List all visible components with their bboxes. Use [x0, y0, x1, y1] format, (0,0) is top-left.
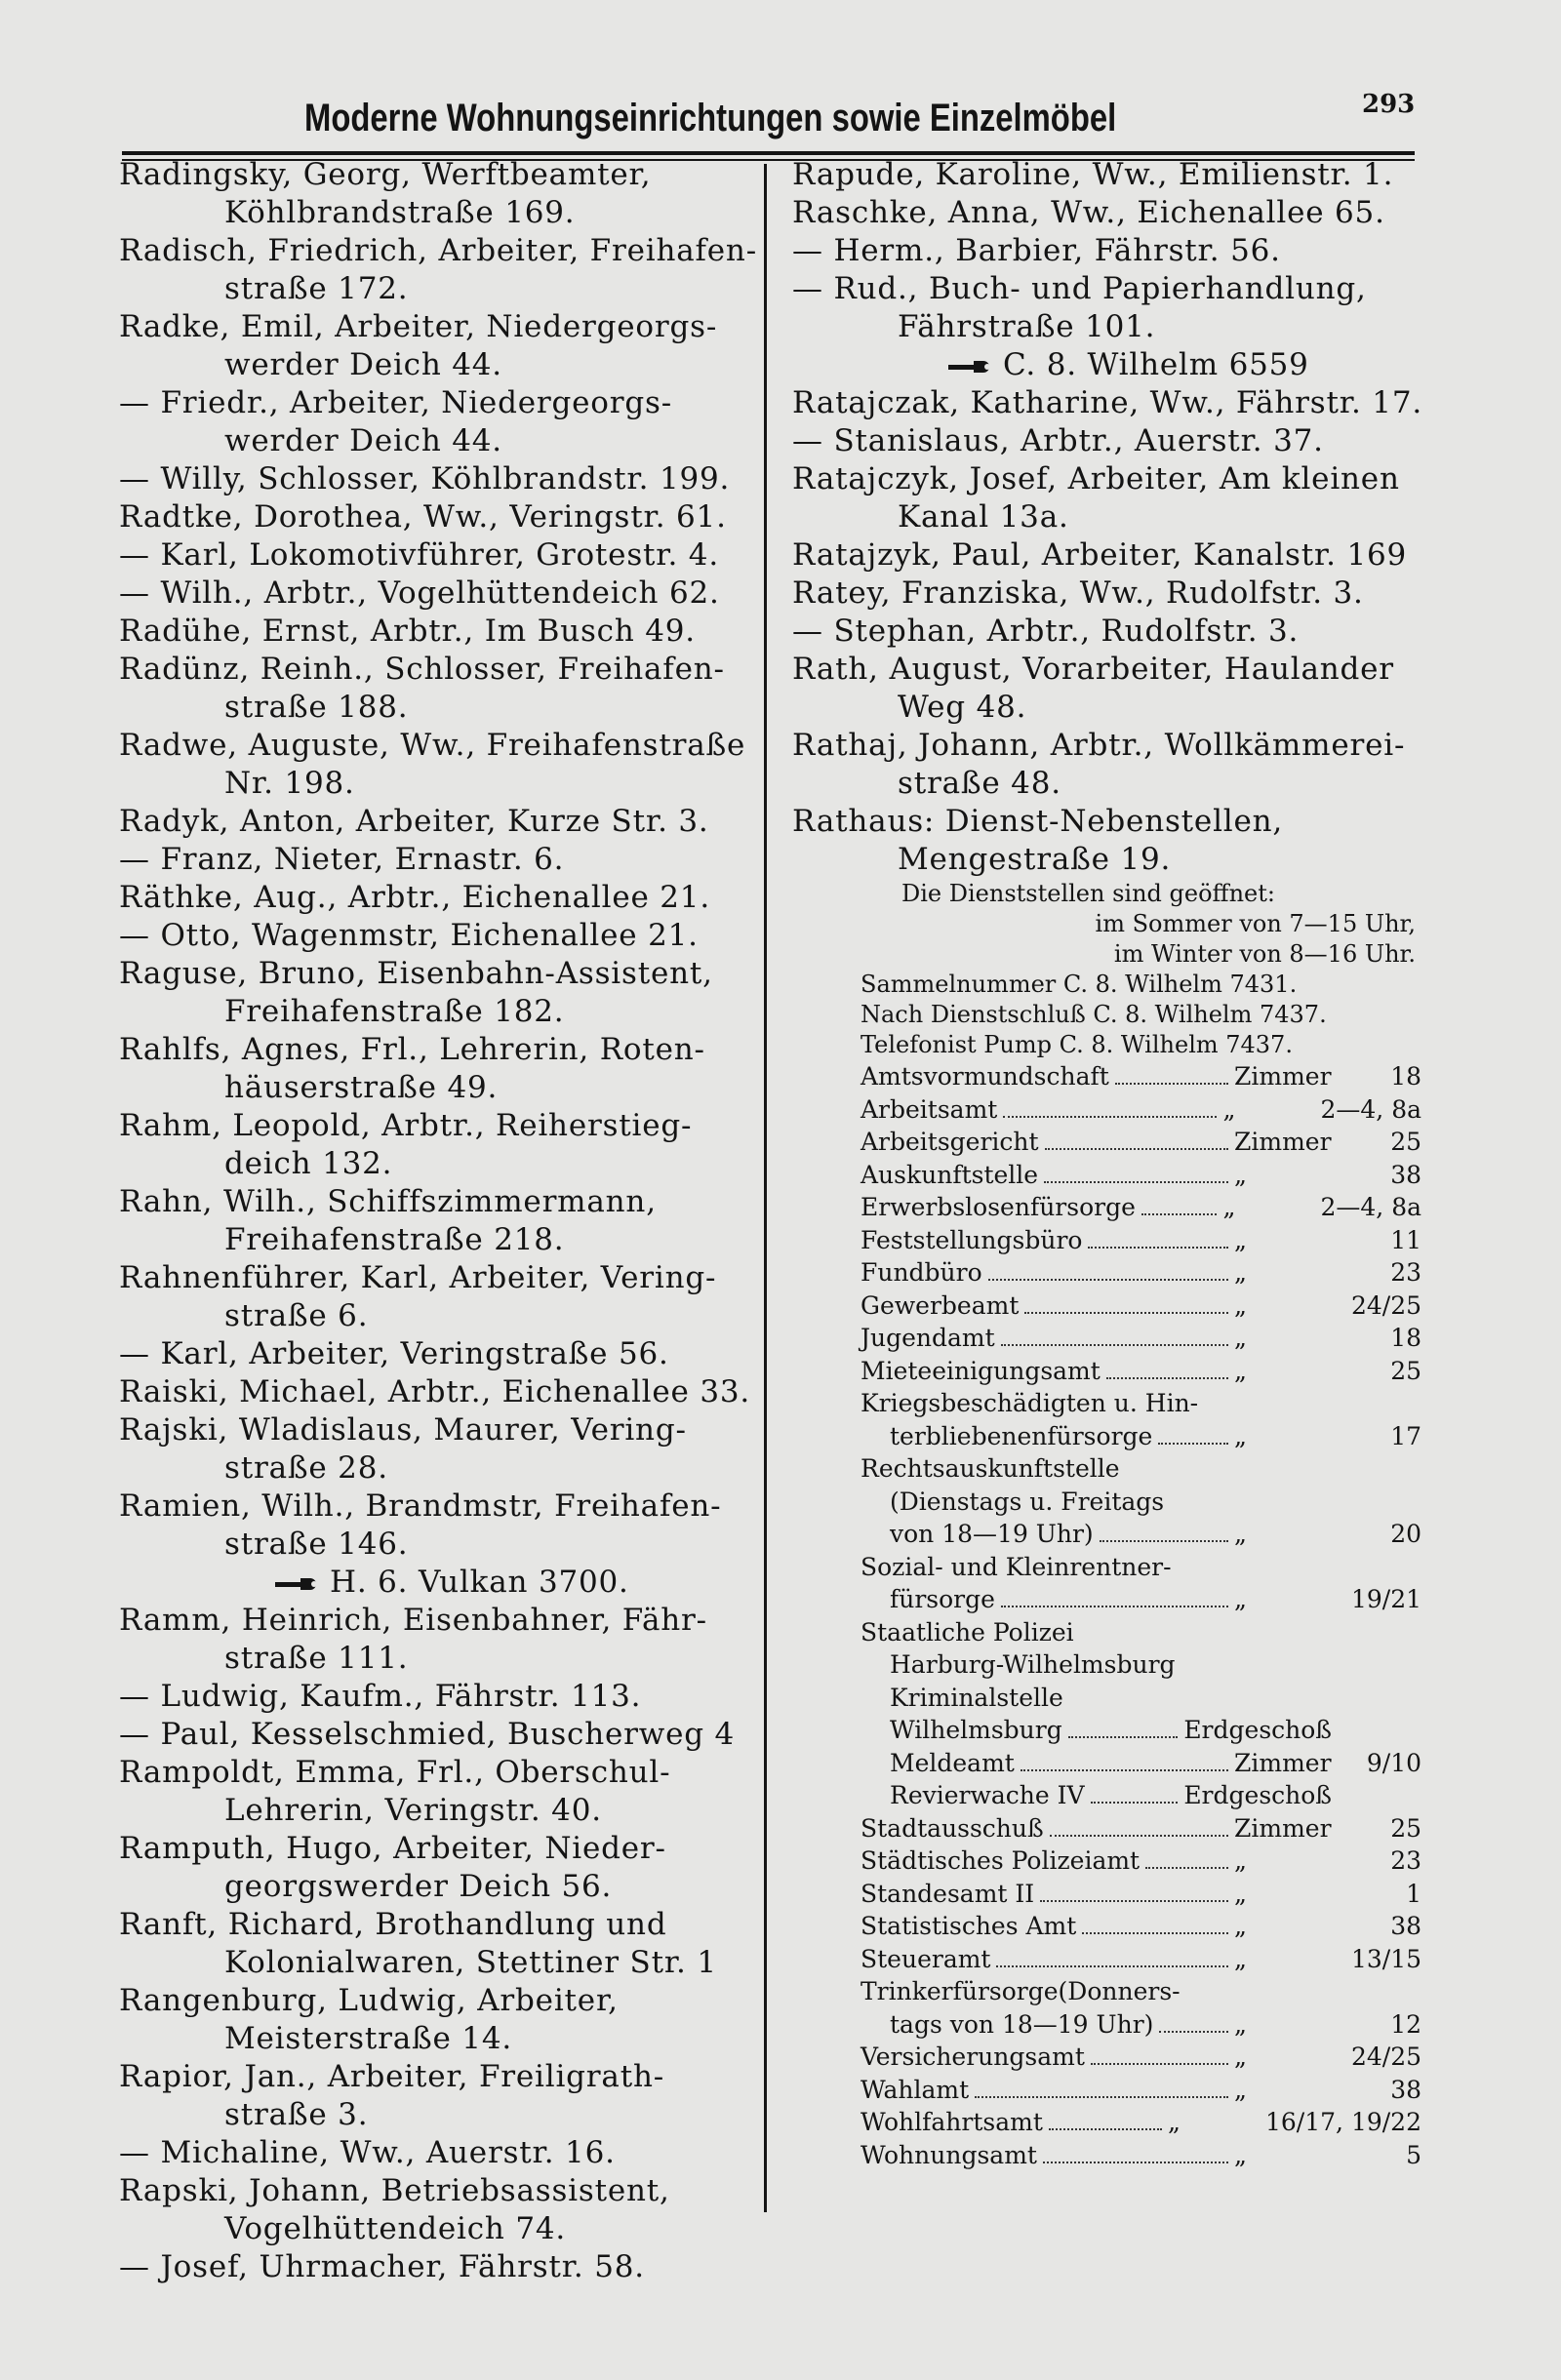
- office-name: Stadtausschuß: [861, 1813, 1044, 1843]
- directory-entry: [119, 1906, 748, 1982]
- dot-leader: [1044, 1181, 1228, 1183]
- phone-operator: Telefonist Pump C. 8. Wilhelm 7437.: [861, 1031, 1293, 1058]
- dot-leader: [1082, 1932, 1228, 1934]
- directory-entry: [119, 841, 748, 879]
- directory-entry: [119, 1754, 748, 1830]
- entry-name-line: Rampoldt, Emma, Frl., Oberschul-: [119, 1755, 671, 1790]
- office-room: 25: [1390, 1128, 1421, 1156]
- office-location: Erdgeschoß: [1183, 1781, 1332, 1809]
- office-room: 20: [1390, 1520, 1421, 1548]
- directory-entry: [119, 1716, 748, 1754]
- entry-phone-number: H. 6. Vulkan 3700.: [330, 1565, 629, 1600]
- office-location: „: [1234, 1258, 1247, 1287]
- office-name: Wahlamt: [861, 2075, 970, 2104]
- office-name: Standesamt II: [861, 1879, 1035, 1908]
- entry-name-line: — Karl, Lokomotivführer, Grotestr. 4.: [119, 537, 719, 573]
- entry-name-line: Radisch, Friedrich, Arbeiter, Freihafen-: [119, 233, 757, 268]
- office-location: Erdgeschoß: [1183, 1716, 1332, 1744]
- entry-name-line: — Wilh., Arbtr., Vogelhüttendeich 62.: [119, 575, 720, 611]
- office-location: „: [1234, 2043, 1247, 2071]
- directory-entry: [119, 803, 748, 841]
- entry-continuation-line: straße 48.: [898, 766, 1061, 801]
- office-room: 9/10: [1366, 1748, 1421, 1777]
- dot-leader: [1003, 1116, 1217, 1118]
- entry-continuation-line: Freihafenstraße 182.: [224, 994, 565, 1029]
- office-room: 2—4, 8a: [1320, 1193, 1421, 1221]
- entry-name-line: Radünz, Reinh., Schlosser, Freihafen-: [119, 652, 725, 687]
- office-name: Sozial- und Kleinrentner-: [861, 1552, 1172, 1581]
- office-location: „: [1234, 1520, 1247, 1548]
- office-room: 24/25: [1350, 1290, 1421, 1320]
- entry-continuation-line: Weg 48.: [898, 690, 1027, 725]
- entry-name-line: Radtke, Dorothea, Ww., Veringstr. 61.: [119, 499, 727, 535]
- office-room: 18: [1390, 1062, 1421, 1091]
- office-name: Erwerbslosenfürsorge: [861, 1193, 1136, 1221]
- directory-entry: [792, 536, 1421, 575]
- directory-entry: [792, 156, 1421, 194]
- office-name: Auskunftstelle: [861, 1160, 1039, 1189]
- dot-leader: [1106, 1377, 1228, 1379]
- entry-continuation-line: straße 146.: [224, 1527, 409, 1562]
- entry-continuation-line: Nr. 198.: [224, 766, 355, 801]
- entry-name-line: — Ludwig, Kaufm., Fährstr. 113.: [119, 1679, 642, 1714]
- office-location: „: [1234, 1585, 1247, 1613]
- office-row: [792, 1224, 1421, 1257]
- entry-name-line: Rapski, Johann, Betriebsassistent,: [119, 2173, 670, 2208]
- office-room: 24/25: [1350, 2043, 1421, 2071]
- directory-entry: [792, 422, 1421, 460]
- office-location: „: [1168, 2108, 1181, 2136]
- entry-name-line: — Stephan, Arbtr., Rudolfstr. 3.: [792, 614, 1300, 649]
- office-heading: [792, 1616, 1421, 1649]
- entry-name-line: Ramputh, Hugo, Arbeiter, Nieder-: [119, 1831, 666, 1866]
- directory-entry: [119, 917, 748, 955]
- office-row: [792, 1387, 1421, 1420]
- entry-continuation-line: Meisterstraße 14.: [224, 2021, 513, 2056]
- directory-entry: [119, 460, 748, 498]
- office-name-continuation: Staatliche Polizei: [861, 1617, 1074, 1646]
- office-heading-line: [792, 1648, 1421, 1682]
- office-row: [792, 1779, 1421, 1812]
- entry-continuation-line: deich 132.: [224, 1146, 393, 1181]
- entry-continuation-line: Köhlbrandstraße 169.: [224, 195, 576, 230]
- office-directory: [792, 1060, 1421, 2171]
- office-room: 23: [1390, 1258, 1421, 1287]
- directory-entry: [119, 536, 748, 575]
- directory-entry: [792, 270, 1421, 384]
- office-room: 11: [1390, 1225, 1421, 1254]
- office-name-continuation: Kriminalstelle: [890, 1683, 1063, 1712]
- dot-leader: [1115, 1083, 1228, 1085]
- entry-name-line: — Karl, Arbeiter, Veringstraße 56.: [119, 1336, 669, 1371]
- entry-continuation-line: straße 172.: [224, 271, 409, 306]
- entry-name-line: Ramien, Wilh., Brandmstr, Freihafen-: [119, 1488, 722, 1524]
- entry-name-line: — Rud., Buch- und Papierhandlung,: [792, 271, 1367, 306]
- entry-name-line: Ratey, Franziska, Ww., Rudolfstr. 3.: [792, 575, 1364, 611]
- office-row: [792, 1126, 1421, 1159]
- directory-entry: [119, 2134, 748, 2172]
- office-row: [792, 2074, 1421, 2107]
- directory-entry: [119, 232, 757, 308]
- directory-entry: [119, 575, 748, 613]
- directory-entry: [792, 651, 1421, 727]
- directory-entry: [792, 575, 1421, 613]
- entry-continuation-line: Kanal 13a.: [898, 499, 1069, 535]
- dot-leader: [1159, 2031, 1228, 2033]
- office-name-continuation: (Dienstags u. Freitags: [890, 1487, 1165, 1516]
- directory-entry: [119, 1373, 751, 1411]
- directory-entry: [792, 194, 1421, 232]
- office-room: 19/21: [1350, 1585, 1421, 1613]
- entry-continuation-line: straße 6.: [224, 1298, 369, 1333]
- office-heading-line: [792, 1682, 1421, 1715]
- entry-name-line: Räthke, Aug., Arbtr., Eichenallee 21.: [119, 880, 710, 915]
- office-room: 17: [1390, 1421, 1421, 1450]
- office-room: 38: [1390, 1912, 1421, 1940]
- office-name: Städtisches Polizeiamt: [861, 1846, 1141, 1875]
- directory-entry: [119, 1830, 748, 1906]
- entry-continuation-line: georgswerder Deich 56.: [224, 1869, 613, 1904]
- entry-continuation-line: straße 3.: [224, 2097, 369, 2132]
- entry-phone-line: [792, 346, 1421, 384]
- entry-name-line: — Paul, Kesselschmied, Buscherweg 4: [119, 1717, 736, 1752]
- directory-entry: [119, 1411, 748, 1488]
- entry-name-line: Rath, August, Vorarbeiter, Haulander: [792, 652, 1394, 687]
- entry-name-line: Radwe, Auguste, Ww., Freihafenstraße: [119, 728, 746, 763]
- office-location: „: [1234, 1421, 1247, 1450]
- office-name-continuation: von 18—19 Uhr): [890, 1520, 1094, 1548]
- office-row: [792, 1060, 1421, 1093]
- office-location: Zimmer: [1234, 1748, 1332, 1777]
- entry-name-line: Radyk, Anton, Arbeiter, Kurze Str. 3.: [119, 804, 709, 839]
- entry-name-line: Radke, Emil, Arbeiter, Niedergeorgs-: [119, 309, 718, 344]
- entry-name-line: — Friedr., Arbeiter, Niedergeorgs-: [119, 385, 672, 420]
- directory-entry: [119, 1488, 748, 1602]
- directory-entry: [119, 1031, 748, 1107]
- office-room: 5: [1406, 2140, 1421, 2169]
- dot-leader: [1068, 1736, 1179, 1738]
- office-room: 12: [1390, 2009, 1421, 2039]
- entry-name-line: Ranft, Richard, Brothandlung und: [119, 1907, 667, 1942]
- entry-name-line: Ratajzyk, Paul, Arbeiter, Kanalstr. 169: [792, 537, 1408, 573]
- entry-phone-number: C. 8. Wilhelm 6559: [1003, 347, 1309, 382]
- directory-entry: [119, 727, 748, 803]
- office-room: 25: [1390, 1813, 1421, 1843]
- entry-name-line: Rangenburg, Ludwig, Arbeiter,: [119, 1983, 619, 2018]
- dot-leader: [1001, 1606, 1228, 1607]
- entry-name-line: Rapude, Karoline, Ww., Emilienstr. 1.: [792, 157, 1394, 192]
- office-row: [792, 1714, 1421, 1747]
- office-name: Wilhelmsburg: [890, 1716, 1062, 1744]
- office-room: 18: [1390, 1324, 1421, 1352]
- office-row: [792, 1420, 1421, 1453]
- office-location: „: [1234, 1944, 1247, 1973]
- office-name: Steueramt: [861, 1944, 991, 1973]
- entry-name-line: Ramm, Heinrich, Eisenbahner, Fähr-: [119, 1603, 707, 1638]
- office-row: [792, 1910, 1421, 1943]
- entry-continuation-line: straße 188.: [224, 690, 409, 725]
- dot-leader: [1045, 1148, 1228, 1150]
- office-row: [792, 1844, 1421, 1878]
- entry-name-line: — Michaline, Ww., Auerstr. 16.: [119, 2135, 616, 2170]
- office-row: [792, 2008, 1421, 2042]
- directory-entry: [119, 2058, 748, 2134]
- entry-name-line: Radühe, Ernst, Arbtr., Im Busch 49.: [119, 614, 696, 649]
- entry-name-line: Raiski, Michael, Arbtr., Eichenallee 33.: [119, 1374, 751, 1409]
- office-location: „: [1234, 1879, 1247, 1908]
- entry-continuation-line: Mengestraße 19.: [898, 842, 1172, 877]
- office-location: „: [1234, 1290, 1247, 1320]
- directory-entry: [119, 1982, 748, 2058]
- dot-leader: [1040, 1900, 1228, 1902]
- directory-entry: [119, 2248, 748, 2286]
- entry-name-line: Ratajczyk, Josef, Arbeiter, Am kleinen: [792, 461, 1400, 496]
- office-row: [792, 1093, 1421, 1127]
- entry-name-line: Raschke, Anna, Ww., Eichenallee 65.: [792, 195, 1385, 230]
- office-row: [792, 1518, 1421, 1551]
- office-location: „: [1234, 2009, 1247, 2039]
- dot-leader: [1158, 1443, 1228, 1445]
- directory-entry: [119, 651, 748, 727]
- office-location: „: [1234, 1160, 1247, 1189]
- office-room: 2—4, 8a: [1320, 1094, 1421, 1124]
- entry-continuation-line: Lehrerin, Veringstr. 40.: [224, 1793, 602, 1828]
- entry-name-line: Rahlfs, Agnes, Frl., Lehrerin, Roten-: [119, 1032, 705, 1067]
- entry-name-line: Rathaj, Johann, Arbtr., Wollkämmerei-: [792, 728, 1406, 763]
- dot-leader: [975, 2096, 1228, 2098]
- office-name: Arbeitsamt: [861, 1094, 998, 1124]
- directory-entry: [119, 308, 748, 384]
- entry-continuation-line: straße 28.: [224, 1450, 388, 1486]
- entry-name-line: — Josef, Uhrmacher, Fährstr. 58.: [119, 2249, 645, 2284]
- office-name: Jugendamt: [861, 1324, 995, 1352]
- dot-leader: [1091, 2063, 1228, 2065]
- entry-continuation-line: häuserstraße 49.: [224, 1070, 499, 1105]
- office-row: [792, 1289, 1421, 1323]
- directory-entry: [119, 156, 748, 232]
- entry-continuation-line: Kolonialwaren, Stettiner Str. 1: [224, 1945, 717, 1980]
- office-name: Amtsvormundschaft: [861, 1062, 1109, 1091]
- directory-entry: [119, 879, 748, 917]
- office-row: [792, 2139, 1421, 2172]
- directory-entry: [119, 1259, 748, 1335]
- office-location: „: [1234, 2140, 1247, 2169]
- entry-continuation-line: Fährstraße 101.: [898, 309, 1156, 344]
- right-column: [792, 156, 1421, 2171]
- office-location: „: [1222, 1193, 1236, 1221]
- office-row: [792, 1878, 1421, 1911]
- office-name: Feststellungsbüro: [861, 1225, 1083, 1254]
- phone-collective: Sammelnummer C. 8. Wilhelm 7431.: [861, 971, 1298, 998]
- directory-entry: [119, 498, 748, 536]
- office-room: 25: [1390, 1356, 1421, 1385]
- directory-entry: [792, 460, 1421, 536]
- office-location: „: [1234, 1356, 1247, 1385]
- entry-name-line: Rahn, Wilh., Schiffszimmermann,: [119, 1184, 657, 1219]
- office-room: 23: [1390, 1846, 1421, 1875]
- office-name: Kriegsbeschädigten u. Hin-: [861, 1389, 1199, 1417]
- phone-after-hours: Nach Dienstschluß C. 8. Wilhelm 7437.: [861, 1001, 1327, 1028]
- office-location: Zimmer: [1234, 1128, 1332, 1156]
- dot-leader: [1088, 1247, 1228, 1249]
- dot-leader: [1145, 1867, 1228, 1869]
- entry-name-line: Rapior, Jan., Arbeiter, Freiligrath-: [119, 2059, 665, 2094]
- entry-continuation-line: straße 111.: [224, 1641, 409, 1676]
- entry-name-line: Rahm, Leopold, Arbtr., Reiherstieg-: [119, 1108, 693, 1143]
- telephone-icon: [275, 1576, 320, 1592]
- office-row: [792, 1256, 1421, 1289]
- entry-continuation-line: Vogelhüttendeich 74.: [224, 2211, 567, 2246]
- entry-name-line: Raguse, Bruno, Eisenbahn-Assistent,: [119, 956, 713, 991]
- dot-leader: [1050, 1835, 1228, 1837]
- office-room: 38: [1390, 1160, 1421, 1189]
- directory-entry: [119, 384, 748, 460]
- entry-name-line: Rajski, Wladislaus, Maurer, Vering-: [119, 1412, 687, 1448]
- office-location: „: [1222, 1094, 1236, 1124]
- dot-leader: [1043, 2162, 1228, 2163]
- right-column-entries: [792, 156, 1421, 879]
- office-row: [792, 1583, 1421, 1616]
- page-header-title: Moderne Wohnungseinrichtungen sowie Einzelmöbel: [304, 97, 1117, 139]
- entry-name-line: Rathaus: Dienst-Nebenstellen,: [792, 804, 1284, 839]
- office-location: „: [1234, 2075, 1247, 2104]
- office-name: Arbeitsgericht: [861, 1128, 1039, 1156]
- dot-leader: [1021, 1769, 1228, 1771]
- entry-name-line: — Willy, Schlosser, Köhlbrandstr. 199.: [119, 461, 731, 496]
- directory-entry: [792, 613, 1421, 651]
- directory-entry: [792, 727, 1421, 803]
- office-name: Wohnungsamt: [861, 2140, 1037, 2169]
- dot-leader: [1091, 1802, 1179, 1804]
- page-number: 293: [1362, 90, 1416, 119]
- office-name: Trinkerfürsorge(Donners-: [861, 1977, 1181, 2005]
- office-name: Revierwache IV: [890, 1781, 1085, 1809]
- entry-continuation-line: Freihafenstraße 218.: [224, 1222, 565, 1257]
- office-row: [792, 1355, 1421, 1388]
- office-room: 1: [1406, 1879, 1421, 1908]
- directory-entry: [119, 1335, 748, 1373]
- dot-leader: [996, 1965, 1228, 1967]
- directory-entry: [119, 1107, 748, 1183]
- office-room: 38: [1390, 2075, 1421, 2104]
- left-column: [119, 156, 757, 2286]
- header-rule: [122, 151, 1415, 155]
- office-row: [792, 1812, 1421, 1845]
- hours-intro: Die Dienststellen sind geöffnet:: [901, 880, 1275, 907]
- directory-entry: [119, 2172, 748, 2248]
- office-location: Zimmer: [1234, 1813, 1332, 1843]
- dot-leader: [1049, 2128, 1162, 2130]
- office-name: Statistisches Amt: [861, 1912, 1077, 1940]
- office-row: [792, 1159, 1421, 1192]
- entry-phone-line: [119, 1564, 748, 1602]
- directory-entry: [792, 384, 1421, 422]
- office-row: [792, 1975, 1421, 2008]
- office-location: „: [1234, 1846, 1247, 1875]
- office-name-continuation: fürsorge: [890, 1585, 995, 1613]
- directory-entry: [119, 1602, 748, 1678]
- office-location: „: [1234, 1324, 1247, 1352]
- dot-leader: [1001, 1344, 1228, 1346]
- office-row: [792, 1191, 1421, 1224]
- column-divider: [764, 164, 767, 2212]
- office-row: [792, 1943, 1421, 1976]
- office-row: [792, 1322, 1421, 1355]
- office-name: Gewerbeamt: [861, 1290, 1020, 1320]
- office-row: [792, 2106, 1421, 2139]
- office-row: [792, 1452, 1421, 1486]
- office-room: 16/17, 19/22: [1265, 2108, 1421, 2136]
- entry-continuation-line: werder Deich 44.: [224, 423, 502, 458]
- office-row: [792, 2041, 1421, 2074]
- entry-name-line: — Herm., Barbier, Fährstr. 56.: [792, 233, 1281, 268]
- office-name: Fundbüro: [861, 1258, 982, 1287]
- entry-name-line: — Stanislaus, Arbtr., Auerstr. 37.: [792, 423, 1324, 458]
- office-name: Versicherungsamt: [861, 2043, 1085, 2071]
- dot-leader: [1141, 1213, 1218, 1215]
- office-location: „: [1234, 1912, 1247, 1940]
- directory-entry: [792, 803, 1421, 879]
- entry-name-line: Rahnenführer, Karl, Arbeiter, Vering-: [119, 1260, 717, 1295]
- office-name: Meldeamt: [890, 1748, 1015, 1777]
- office-room: 13/15: [1350, 1944, 1421, 1973]
- office-location: Zimmer: [1234, 1062, 1332, 1091]
- directory-entry: [119, 613, 748, 651]
- directory-entry: [792, 232, 1421, 270]
- office-row: [792, 1747, 1421, 1780]
- office-name: Rechtsauskunftstelle: [861, 1454, 1120, 1483]
- dot-leader: [1100, 1540, 1228, 1542]
- office-name-continuation: tags von 18—19 Uhr): [890, 2009, 1154, 2039]
- office-row: [792, 1551, 1421, 1584]
- telephone-icon: [948, 359, 993, 375]
- entry-name-line: — Franz, Nieter, Ernastr. 6.: [119, 842, 565, 877]
- entry-name-line: Ratajczak, Katharine, Ww., Fährstr. 17.: [792, 385, 1422, 420]
- office-name: Wohlfahrtsamt: [861, 2108, 1043, 2136]
- directory-entry: [119, 1183, 748, 1259]
- directory-entry: [119, 1678, 748, 1716]
- dot-leader: [1024, 1312, 1228, 1314]
- hours-winter: im Winter von 8—16 Uhr.: [1113, 940, 1416, 968]
- office-name-line: [792, 1486, 1421, 1519]
- office-name-continuation: terbliebenenfürsorge: [890, 1421, 1153, 1450]
- office-name-continuation: Harburg-Wilhelmsburg: [890, 1650, 1176, 1679]
- directory-entry: [119, 955, 748, 1031]
- entry-name-line: — Otto, Wagenmstr, Eichenallee 21.: [119, 918, 699, 953]
- dot-leader: [988, 1279, 1228, 1281]
- entry-continuation-line: werder Deich 44.: [224, 347, 502, 382]
- office-location: „: [1234, 1225, 1247, 1254]
- entry-name-line: Radingsky, Georg, Werftbeamter,: [119, 157, 652, 192]
- rathaus-notes: [792, 879, 1421, 1060]
- office-name: Mieteeinigungsamt: [861, 1356, 1101, 1385]
- hours-summer: im Sommer von 7—15 Uhr,: [1095, 910, 1416, 937]
